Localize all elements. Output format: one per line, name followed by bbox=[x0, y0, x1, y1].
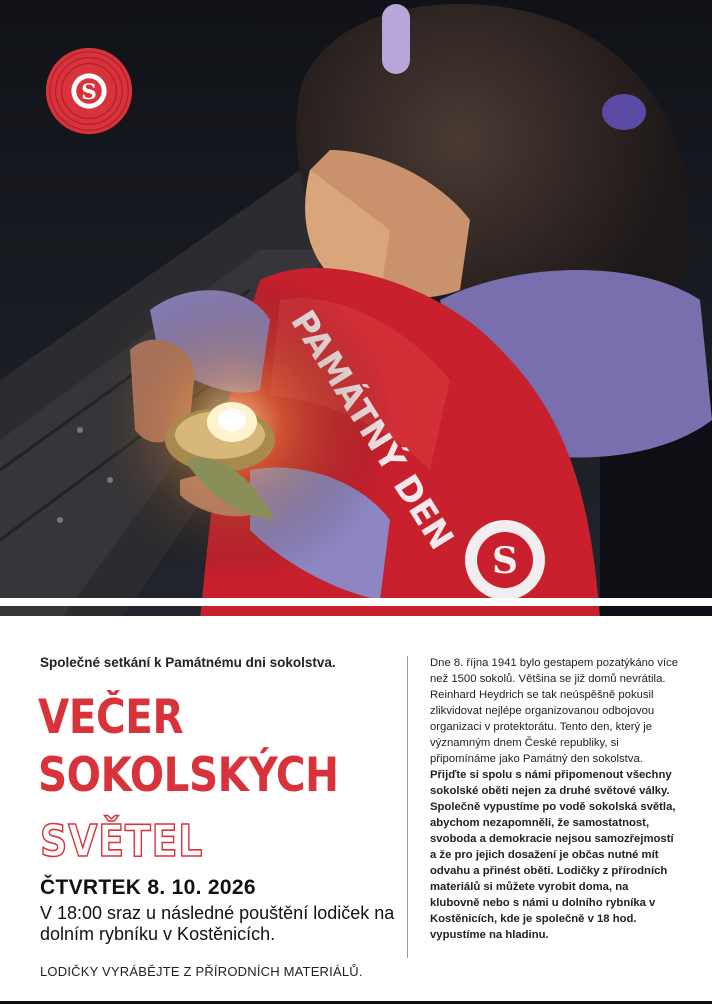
title-line-3 bbox=[40, 812, 210, 862]
column-divider bbox=[407, 656, 408, 958]
title-outline-text: SVĚTEL bbox=[40, 815, 204, 862]
side-text bbox=[430, 655, 680, 943]
svg-text:S: S bbox=[81, 79, 97, 105]
event-date: ČTVRTEK 8. 10. 2026 bbox=[40, 876, 256, 899]
title-line-1: VEČER bbox=[38, 690, 184, 745]
side-text-regular: Dne 8. října 1941 bylo gestapem pozatýkáno více než 1500 sokolů. Většina se již domů nevrátila. Reinhard Heydrich se tak neúspěšně pokusil zlikvidovat nejlépe organizovanou odbojovou organizaci v protektorátu. Tento den, který je významným dnem České republiky, si připomínáme jako Památný den sokolstva. bbox=[430, 657, 679, 765]
white-band bbox=[0, 598, 712, 606]
intro-text: Společné setkání k Památnému dni sokolstva. bbox=[40, 655, 336, 670]
title-line-2: SOKOLSKÝCH bbox=[38, 748, 339, 803]
side-text-bold: Přijďte si spolu s námi připomenout všechny sokolské oběti nejen za druhé světové války. Společně vypustíme po vodě sokolská světla, abychom nezapomněli, že samostatnost, svoboda a demokracie nejsou samozřejmostí a že pro jejich dosažení je občas nutné mít odvahu a přinést oběti. bbox=[430, 769, 676, 877]
event-meeting: V 18:00 sraz u následné pouštění lodiček na dolním rybníku v Kostěnicích. bbox=[40, 903, 395, 944]
event-note: LODIČKY VYRÁBĚJTE Z PŘÍRODNÍCH MATERIÁLŮ. bbox=[40, 964, 363, 979]
sokol-logo-icon bbox=[40, 42, 138, 140]
side-text-bold-2: Lodičky z přírodních materiálů si můžete vyrobit doma, na klubovně nebo s námi u dolního rybníka v Kostěnicích, kde je společně v 18 hod. vypustíme na hladinu. bbox=[430, 865, 668, 941]
